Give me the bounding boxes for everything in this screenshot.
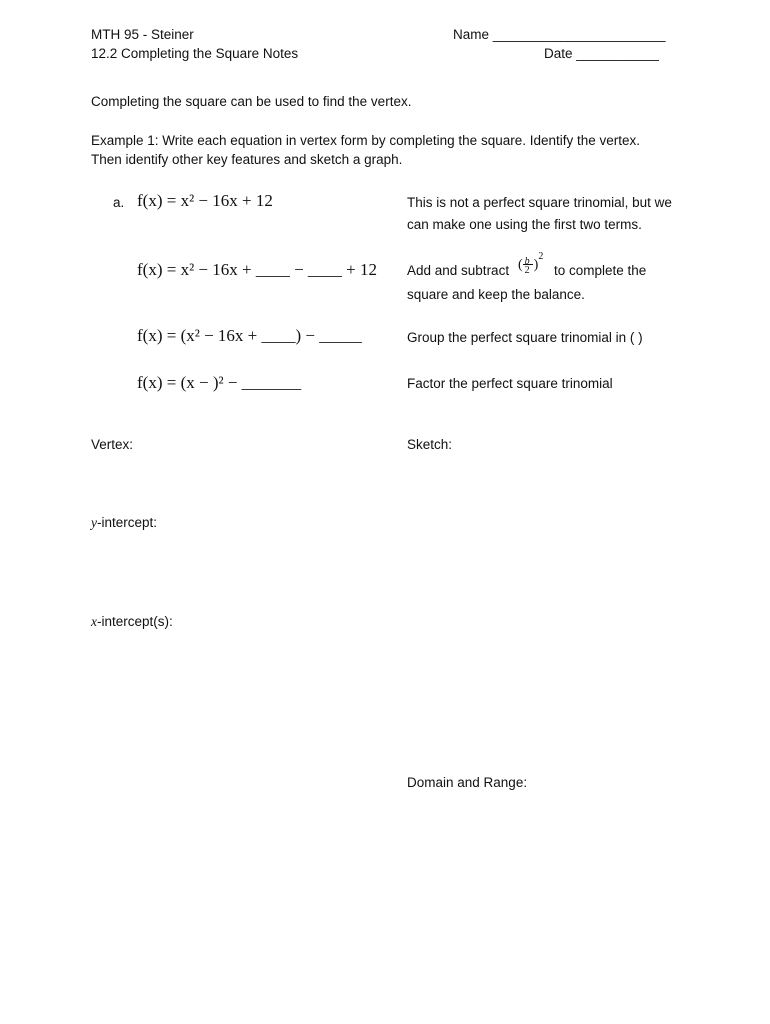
equation-step-2: f(x) = x² − 16x + ____ − ____ + 12	[137, 260, 378, 279]
step-1-note-line1: This is not a perfect square trinomial, but we	[407, 195, 672, 210]
equation-step-1: f(x) = x² − 16x + 12	[137, 191, 273, 210]
vertex-label: Vertex:	[91, 437, 134, 452]
part-a-label: a.	[113, 195, 125, 210]
step-2-note-line1b: to complete the	[554, 263, 647, 278]
y-variable: y	[91, 515, 97, 530]
sketch-label: Sketch:	[407, 437, 453, 452]
name-field: Name _______________________	[453, 27, 666, 42]
step-4-note: Factor the perfect square trinomial	[407, 376, 613, 391]
domain-range-label: Domain and Range:	[407, 775, 528, 790]
y-intercept-label	[91, 514, 157, 532]
step-2-note-line2: square and keep the balance.	[407, 287, 585, 302]
course-title: MTH 95 - Steiner	[91, 27, 194, 42]
step-1-note-line2: can make one using the first two terms.	[407, 217, 642, 232]
b-over-2-squared-formula: ( $\frac{b}{2}$ )$^2$	[518, 251, 544, 276]
equation-step-3: f(x) = (x² − 16x + ____) − _____	[137, 326, 362, 345]
y-intercept-text: -intercept:	[97, 515, 158, 530]
example-instruction-line2: Then identify other key features and sketch a graph.	[91, 152, 403, 167]
lesson-title: 12.2 Completing the Square Notes	[91, 46, 299, 61]
step-2-note-line1: Add and subtract	[407, 263, 510, 278]
example-instruction-line1: Example 1: Write each equation in vertex form by completing the square. Identify the vertex.	[91, 133, 641, 148]
equation-step-4: f(x) = (x − )² − _______	[137, 373, 302, 392]
date-field: Date ___________	[544, 46, 659, 61]
x-intercepts-label	[91, 613, 173, 631]
intro-text: Completing the square can be used to find the vertex.	[91, 94, 412, 109]
x-variable: x	[91, 614, 97, 629]
x-intercepts-text: -intercept(s):	[97, 614, 173, 629]
step-3-note: Group the perfect square trinomial in ( )	[407, 330, 643, 345]
